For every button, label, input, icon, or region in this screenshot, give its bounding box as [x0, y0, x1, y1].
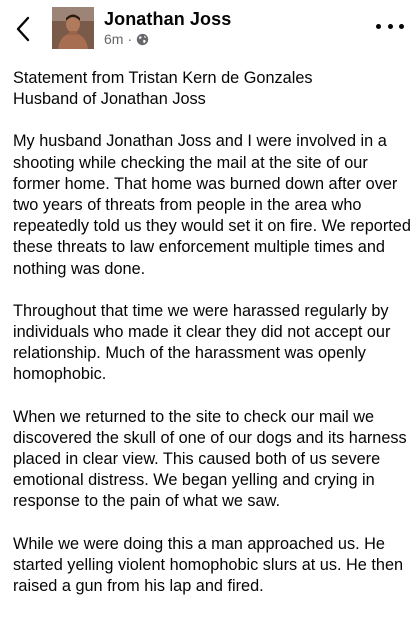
- author-name[interactable]: Jonathan Joss: [104, 9, 232, 29]
- back-button[interactable]: [8, 12, 38, 46]
- statement-title: Statement from Tristan Kern de Gonzales: [13, 69, 313, 87]
- avatar[interactable]: [52, 7, 94, 49]
- post-body: [13, 68, 413, 618]
- more-horizontal-icon-dot: [388, 24, 393, 29]
- meta-separator: ·: [127, 31, 133, 47]
- statement-subtitle: Husband of Jonathan Joss: [13, 90, 206, 109]
- post-paragraph: Throughout that time we were harassed regularly by individuals who made it clear they did not accept our relationship. Much of the harassment was openly homophobic.: [13, 301, 391, 384]
- chevron-left-icon: [15, 16, 31, 42]
- post-paragraph: When we returned to the site to check our mail we discovered the skull of one of our dogs and its harness placed in clear view. This caused both of us severe emotional distress. We began yelling and crying in response to the pain of what we saw.: [13, 407, 407, 511]
- post-intro: [13, 68, 413, 110]
- more-horizontal-icon-dot: [399, 24, 404, 29]
- post-timestamp[interactable]: 6m: [104, 31, 124, 47]
- post-paragraph: My husband Jonathan Joss and I were involved in a shooting while checking the mail at the site of our former home. That home was burned down after over two years of threats from people in the area who repeatedly told us they would set it on fire. We reported these threats to law enforcement multiple times and nothing was done.: [13, 132, 411, 278]
- post-paragraph: While we were doing this a man approached us. He started yelling violent homophobic slurs at us. He then raised a gun from his lap and fired.: [13, 534, 404, 596]
- post-header: [0, 0, 418, 62]
- more-options-button[interactable]: [376, 16, 404, 36]
- more-horizontal-icon-dot: [376, 24, 381, 29]
- post-meta: [104, 31, 149, 47]
- globe-icon[interactable]: [136, 33, 149, 46]
